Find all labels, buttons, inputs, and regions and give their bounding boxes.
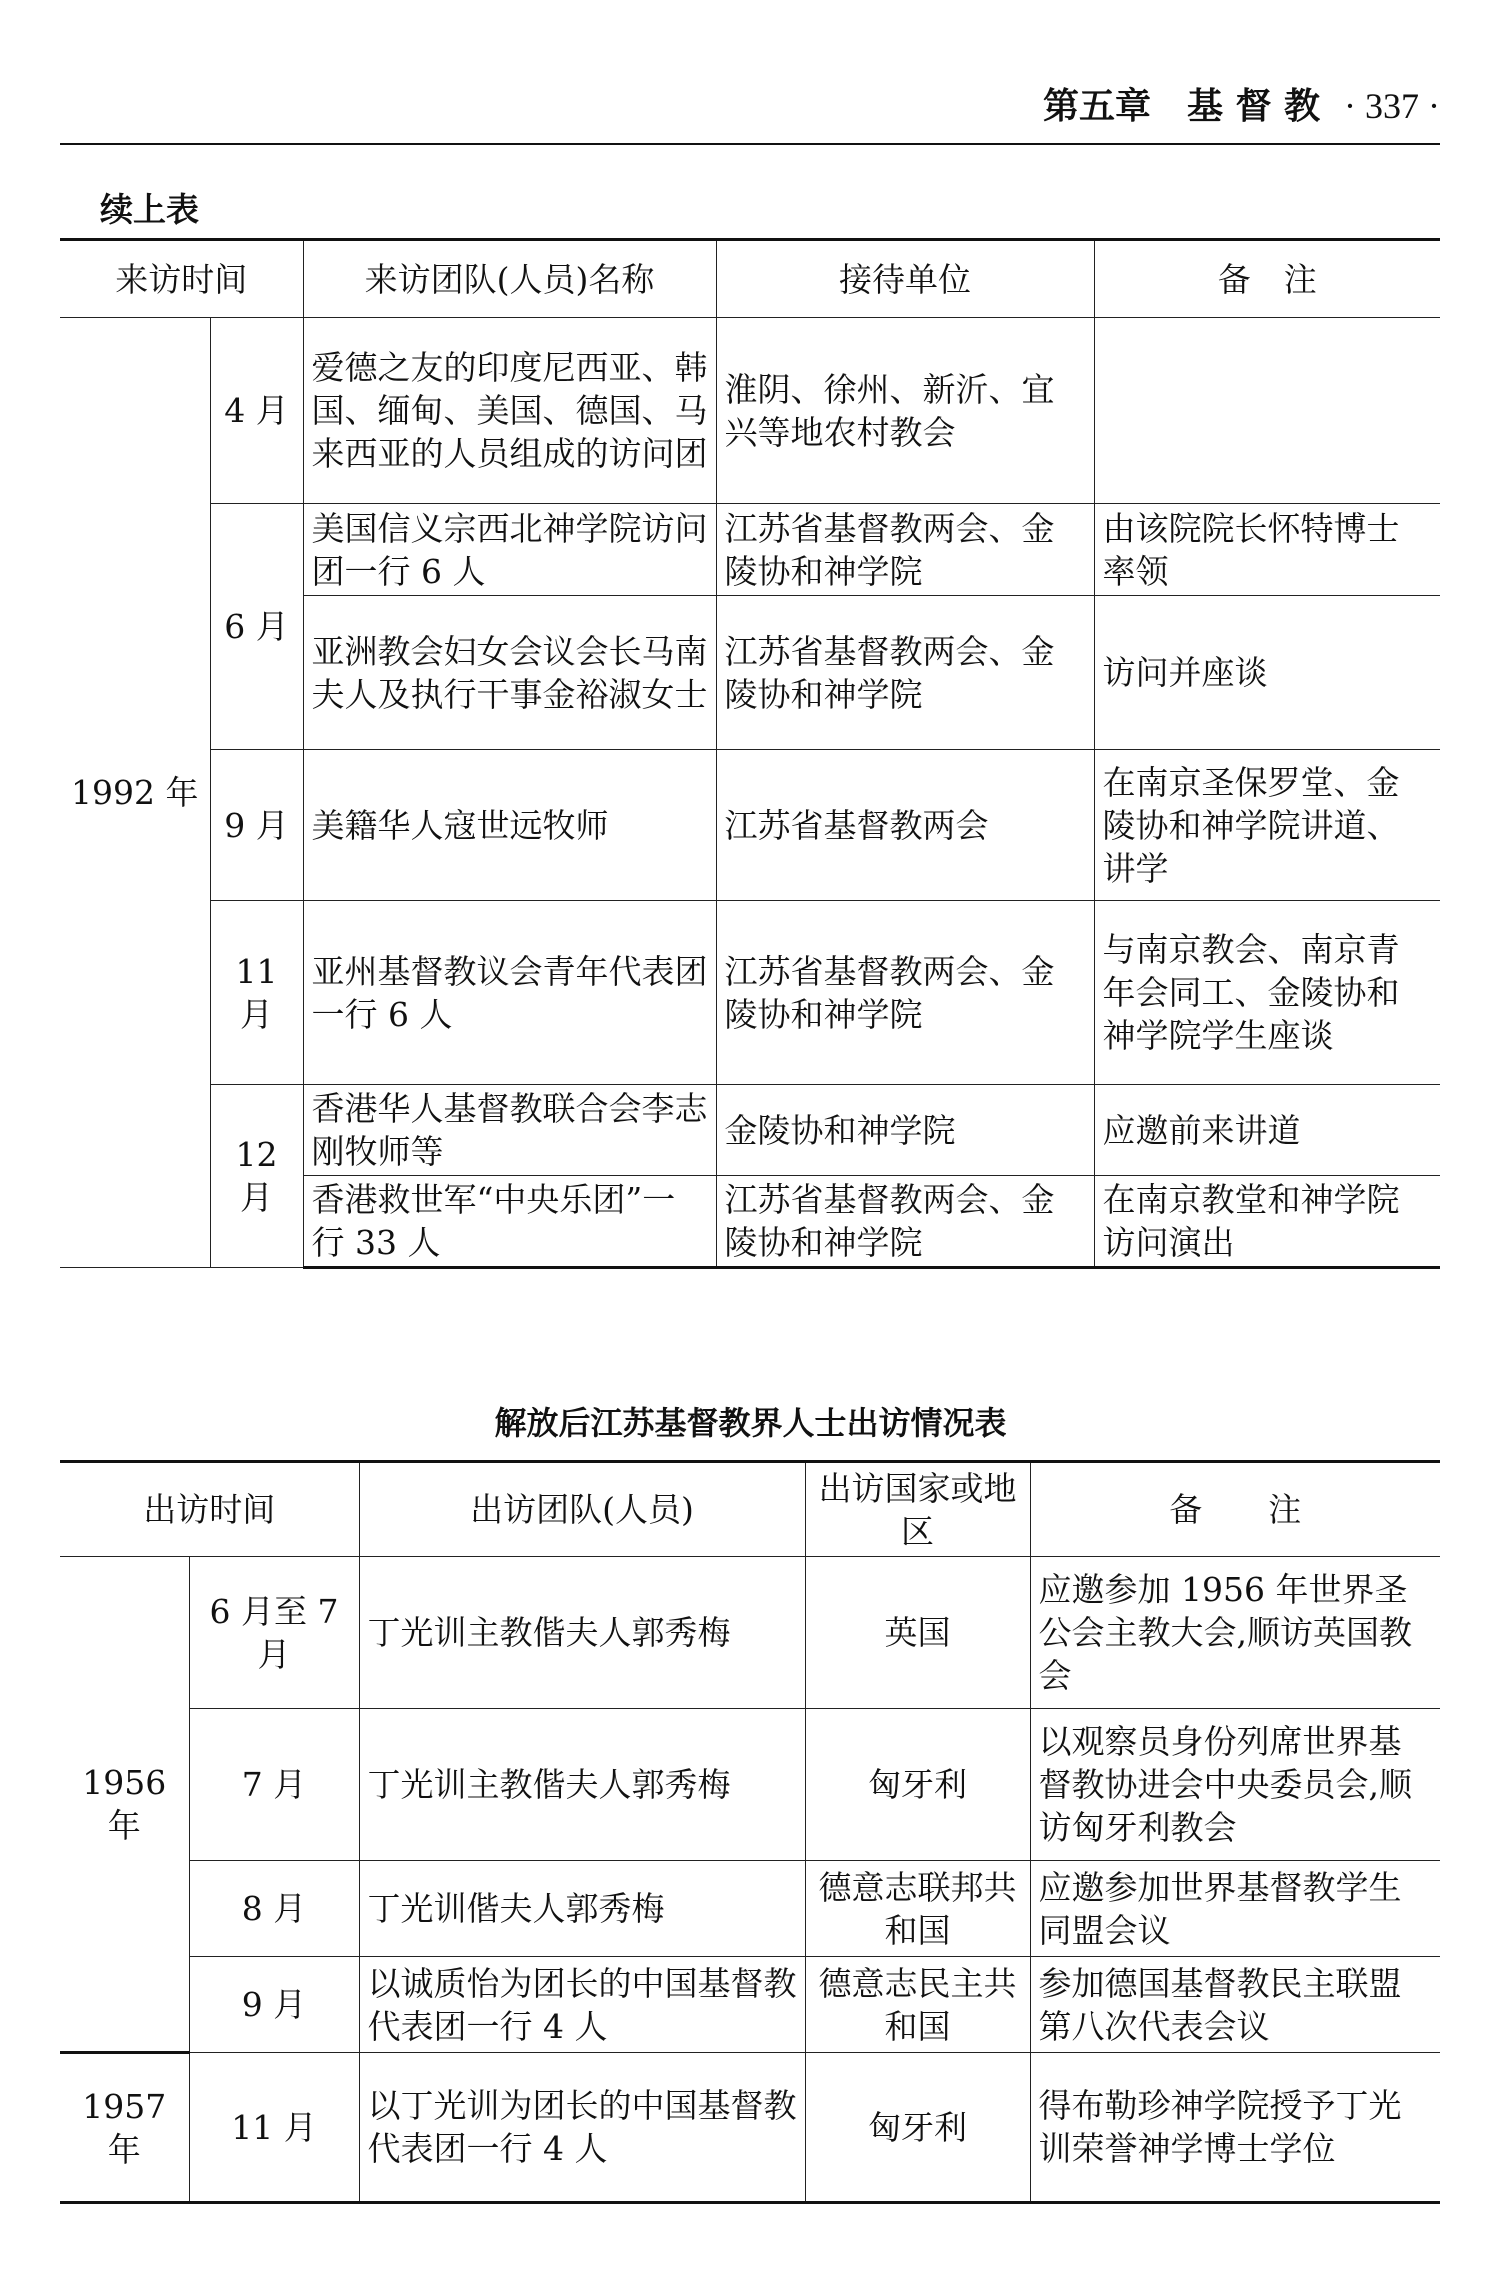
month-cell: 11 月	[189, 2053, 359, 2203]
table-row	[60, 2053, 1440, 2203]
note-cell: 得布勒珍神学院授予丁光训荣誉神学博士学位	[1030, 2053, 1440, 2203]
table-row	[60, 750, 1440, 901]
country-cell: 匈牙利	[805, 2053, 1030, 2203]
note-cell: 以观察员身份列席世界基督教协进会中央委员会,顺访匈牙利教会	[1030, 1709, 1440, 1861]
host-cell: 金陵协和神学院	[716, 1085, 1094, 1176]
country-cell: 德意志联邦共和国	[805, 1861, 1030, 1957]
table-header-row	[60, 1462, 1440, 1557]
header-note: 备 注	[1030, 1462, 1440, 1557]
visitor-cell: 美国信义宗西北神学院访问团一行 6 人	[303, 504, 716, 596]
year-cell: 1957 年	[60, 2053, 189, 2203]
note-cell: 由该院院长怀特博士率领	[1094, 504, 1440, 596]
header-host: 接待单位	[716, 240, 1094, 318]
header-visit-time: 出访时间	[60, 1462, 359, 1557]
host-cell: 江苏省基督教两会、金陵协和神学院	[716, 1176, 1094, 1268]
country-cell: 英国	[805, 1557, 1030, 1709]
visitor-cell: 香港救世军“中央乐团”一行 33 人	[303, 1176, 716, 1268]
year-cell: 1956 年	[60, 1557, 189, 2053]
month-cell: 8 月	[189, 1861, 359, 1957]
table-row	[60, 504, 1440, 596]
month-cell: 7 月	[189, 1709, 359, 1861]
table2-title: 解放后江苏基督教界人士出访情况表	[494, 1404, 1007, 1442]
table-row	[60, 318, 1440, 504]
host-cell: 江苏省基督教两会	[716, 750, 1094, 901]
header-note: 备 注	[1094, 240, 1440, 318]
note-cell: 应邀前来讲道	[1094, 1085, 1440, 1176]
visitor-cell: 美籍华人寇世远牧师	[303, 750, 716, 901]
month-cell: 4 月	[210, 318, 303, 504]
note-cell: 应邀参加 1956 年世界圣公会主教大会,顺访英国教会	[1030, 1557, 1440, 1709]
host-cell: 江苏省基督教两会、金陵协和神学院	[716, 901, 1094, 1085]
header-rule	[60, 143, 1440, 145]
page-number: · 337 ·	[1344, 86, 1440, 126]
month-cell: 6 月至 7 月	[189, 1557, 359, 1709]
header-visitor-name: 来访团队(人员)名称	[303, 240, 716, 318]
outbound-visits-table	[60, 1460, 1440, 2204]
header-country: 出访国家或地区	[805, 1462, 1030, 1557]
country-cell: 匈牙利	[805, 1709, 1030, 1861]
table-row	[60, 1085, 1440, 1176]
note-cell	[1094, 318, 1440, 504]
host-cell: 江苏省基督教两会、金陵协和神学院	[716, 504, 1094, 596]
note-cell: 在南京圣保罗堂、金陵协和神学院讲道、讲学	[1094, 750, 1440, 901]
host-cell: 江苏省基督教两会、金陵协和神学院	[716, 596, 1094, 750]
team-cell: 以丁光训为团长的中国基督教代表团一行 4 人	[359, 2053, 805, 2203]
team-cell: 丁光训主教偕夫人郭秀梅	[359, 1709, 805, 1861]
note-cell: 访问并座谈	[1094, 596, 1440, 750]
note-cell: 参加德国基督教民主联盟第八次代表会议	[1030, 1957, 1440, 2053]
visitor-cell: 亚洲教会妇女会议会长马南夫人及执行干事金裕淑女士	[303, 596, 716, 750]
table-header-row	[60, 240, 1440, 318]
running-header	[60, 78, 1440, 142]
month-cell: 6 月	[210, 504, 303, 750]
month-cell: 12 月	[210, 1085, 303, 1268]
month-cell: 9 月	[210, 750, 303, 901]
year-cell: 1992 年	[60, 318, 210, 1268]
visitor-cell: 爱德之友的印度尼西亚、韩国、缅甸、美国、德国、马来西亚的人员组成的访问团	[303, 318, 716, 504]
note-cell: 应邀参加世界基督教学生同盟会议	[1030, 1861, 1440, 1957]
note-cell: 在南京教堂和神学院访问演出	[1094, 1176, 1440, 1268]
visitor-cell: 香港华人基督教联合会李志刚牧师等	[303, 1085, 716, 1176]
table1-caption: 续上表	[100, 190, 199, 229]
header-team: 出访团队(人员)	[359, 1462, 805, 1557]
host-cell: 淮阴、徐州、新沂、宜兴等地农村教会	[716, 318, 1094, 504]
month-cell: 11 月	[210, 901, 303, 1085]
note-cell: 与南京教会、南京青年会同工、金陵协和神学院学生座谈	[1094, 901, 1440, 1085]
month-cell: 9 月	[189, 1957, 359, 2053]
chapter-title: 第五章 基 督 教	[1042, 86, 1321, 127]
visitor-cell: 亚州基督教议会青年代表团一行 6 人	[303, 901, 716, 1085]
table-row	[60, 901, 1440, 1085]
header-visit-time: 来访时间	[60, 240, 303, 318]
table-row	[60, 1709, 1440, 1861]
visits-table	[60, 238, 1440, 1269]
table-row	[60, 1557, 1440, 1709]
country-cell: 德意志民主共和国	[805, 1957, 1030, 2053]
team-cell: 丁光训偕夫人郭秀梅	[359, 1861, 805, 1957]
table-row	[60, 1861, 1440, 1957]
team-cell: 丁光训主教偕夫人郭秀梅	[359, 1557, 805, 1709]
table-row	[60, 1957, 1440, 2053]
team-cell: 以诚质怡为团长的中国基督教代表团一行 4 人	[359, 1957, 805, 2053]
